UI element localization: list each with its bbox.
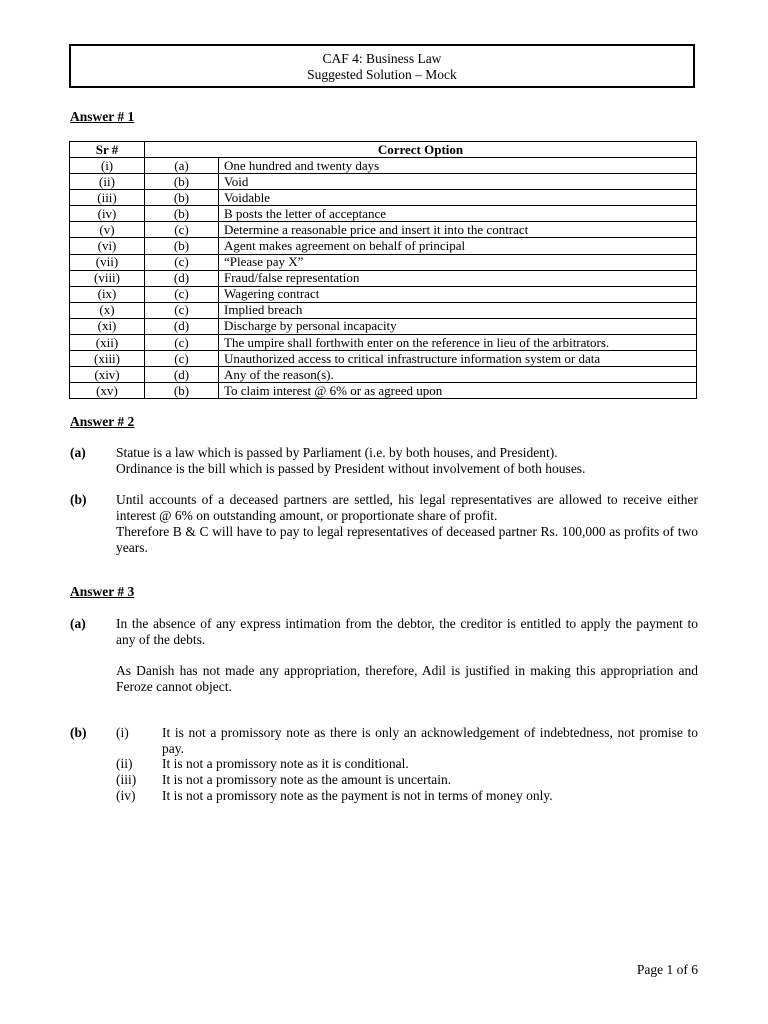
table-cell-answer: Voidable — [219, 190, 697, 206]
document-header — [69, 44, 695, 88]
table-cell-sr: (ii) — [70, 174, 145, 190]
table-row — [70, 270, 697, 286]
table-cell-answer: Discharge by personal incapacity — [219, 318, 697, 334]
table-row — [70, 222, 697, 238]
table-row — [70, 383, 697, 399]
answer-2a-line-1: Statue is a law which is passed by Parliament (i.e. by both houses, and President). — [116, 445, 558, 460]
answer-2a-text — [116, 445, 698, 477]
table-cell-sr: (vi) — [70, 238, 145, 254]
table-cell-option: (c) — [145, 254, 219, 270]
table-row — [70, 206, 697, 222]
answer-1-table — [69, 141, 697, 399]
list-item-number: (i) — [116, 725, 129, 740]
table-cell-option: (a) — [145, 158, 219, 174]
table-cell-answer: Any of the reason(s). — [219, 367, 697, 383]
table-cell-answer: Unauthorized access to critical infrastructure information system or data — [219, 351, 697, 367]
table-row — [70, 335, 697, 351]
table-cell-option: (b) — [145, 238, 219, 254]
answer-2b-paragraph-2: Therefore B & C will have to pay to legal representatives of deceased partner Rs. 100,000 as profits of two years. — [116, 524, 698, 555]
list-item-text: It is not a promissory note as it is conditional. — [162, 756, 409, 771]
table-row — [70, 158, 697, 174]
table-cell-option: (d) — [145, 318, 219, 334]
table-cell-sr: (xii) — [70, 335, 145, 351]
table-cell-option: (c) — [145, 222, 219, 238]
table-cell-answer: One hundred and twenty days — [219, 158, 697, 174]
list-item-number: (iii) — [116, 772, 137, 787]
table-cell-option: (c) — [145, 302, 219, 318]
table-row — [70, 318, 697, 334]
table-cell-sr: (i) — [70, 158, 145, 174]
table-cell-answer: Implied breach — [219, 302, 697, 318]
answer-3b — [70, 725, 698, 805]
table-row — [70, 351, 697, 367]
answer-1-heading: Answer # 1 — [70, 109, 135, 124]
page-number: Page 1 of 6 — [636, 962, 698, 977]
table-cell-sr: (xiii) — [70, 351, 145, 367]
table-row — [70, 286, 697, 302]
table-cell-answer: Wagering contract — [219, 286, 697, 302]
answer-2b-label: (b) — [70, 492, 87, 507]
table-cell-sr: (ix) — [70, 286, 145, 302]
answer-2-heading: Answer # 2 — [70, 414, 135, 429]
table-cell-sr: (vii) — [70, 254, 145, 270]
table-cell-sr: (xv) — [70, 383, 145, 399]
table-cell-option: (c) — [145, 351, 219, 367]
answer-3a-text — [116, 616, 698, 695]
table-row — [70, 190, 697, 206]
table-row — [70, 254, 697, 270]
table-row — [70, 367, 697, 383]
answer-3a-paragraph-1: In the absence of any express intimation from the debtor, the creditor is entitled to apply the payment to any of the debts. — [116, 616, 698, 647]
answer-2a-line-2: Ordinance is the bill which is passed by President without involvement of both houses. — [116, 461, 586, 476]
header-title: CAF 4: Business Law — [322, 51, 442, 66]
answer-2b-text — [116, 492, 698, 556]
table-cell-answer: To claim interest @ 6% or as agreed upon — [219, 383, 697, 399]
table-cell-sr: (v) — [70, 222, 145, 238]
column-header-correct-option: Correct Option — [145, 142, 697, 158]
answer-3b-label: (b) — [70, 725, 87, 740]
list-item-number: (iv) — [116, 788, 136, 803]
table-cell-sr: (x) — [70, 302, 145, 318]
answer-2a — [70, 445, 698, 479]
table-cell-sr: (xi) — [70, 318, 145, 334]
answer-2b-paragraph-1: Until accounts of a deceased partners are settled, his legal representatives are allowed to receive either interest @ 6% on outstanding amount, or proportionate share of profit. — [116, 492, 698, 523]
table-cell-option: (d) — [145, 367, 219, 383]
table-cell-sr: (viii) — [70, 270, 145, 286]
table-cell-sr: (xiv) — [70, 367, 145, 383]
table-row — [70, 302, 697, 318]
table-cell-option: (b) — [145, 206, 219, 222]
answer-3a-paragraph-2: As Danish has not made any appropriation, therefore, Adil is justified in making this appropriation and Feroze cannot object. — [116, 663, 698, 694]
answer-3a-label: (a) — [70, 616, 86, 631]
answer-3a — [70, 616, 698, 696]
table-cell-option: (b) — [145, 383, 219, 399]
table-cell-option: (b) — [145, 190, 219, 206]
table-cell-option: (c) — [145, 286, 219, 302]
table-header-row — [70, 142, 697, 158]
table-cell-answer: Agent makes agreement on behalf of principal — [219, 238, 697, 254]
table-cell-answer: B posts the letter of acceptance — [219, 206, 697, 222]
list-item-text: It is not a promissory note as there is only an acknowledgement of indebtedness, not promise to pay. — [162, 725, 698, 756]
table-cell-answer: The umpire shall forthwith enter on the reference in lieu of the arbitrators. — [219, 335, 697, 351]
list-item-text: It is not a promissory note as the amount is uncertain. — [162, 772, 452, 787]
answer-2b — [70, 492, 698, 558]
table-cell-sr: (iv) — [70, 206, 145, 222]
table-cell-answer: Determine a reasonable price and insert it into the contract — [219, 222, 697, 238]
table-cell-answer: Void — [219, 174, 697, 190]
table-body — [70, 158, 697, 399]
table-cell-option: (d) — [145, 270, 219, 286]
header-subtitle: Suggested Solution – Mock — [307, 67, 457, 82]
table-cell-option: (b) — [145, 174, 219, 190]
table-row — [70, 238, 697, 254]
table-cell-sr: (iii) — [70, 190, 145, 206]
answer-3-heading: Answer # 3 — [70, 584, 135, 599]
table-cell-option: (c) — [145, 335, 219, 351]
list-item-number: (ii) — [116, 756, 133, 771]
table-row — [70, 174, 697, 190]
list-item-text: It is not a promissory note as the payment is not in terms of money only. — [162, 788, 553, 803]
answer-2a-label: (a) — [70, 445, 86, 460]
table-cell-answer: “Please pay X” — [219, 254, 697, 270]
table-cell-answer: Fraud/false representation — [219, 270, 697, 286]
column-header-sr: Sr # — [70, 142, 145, 158]
